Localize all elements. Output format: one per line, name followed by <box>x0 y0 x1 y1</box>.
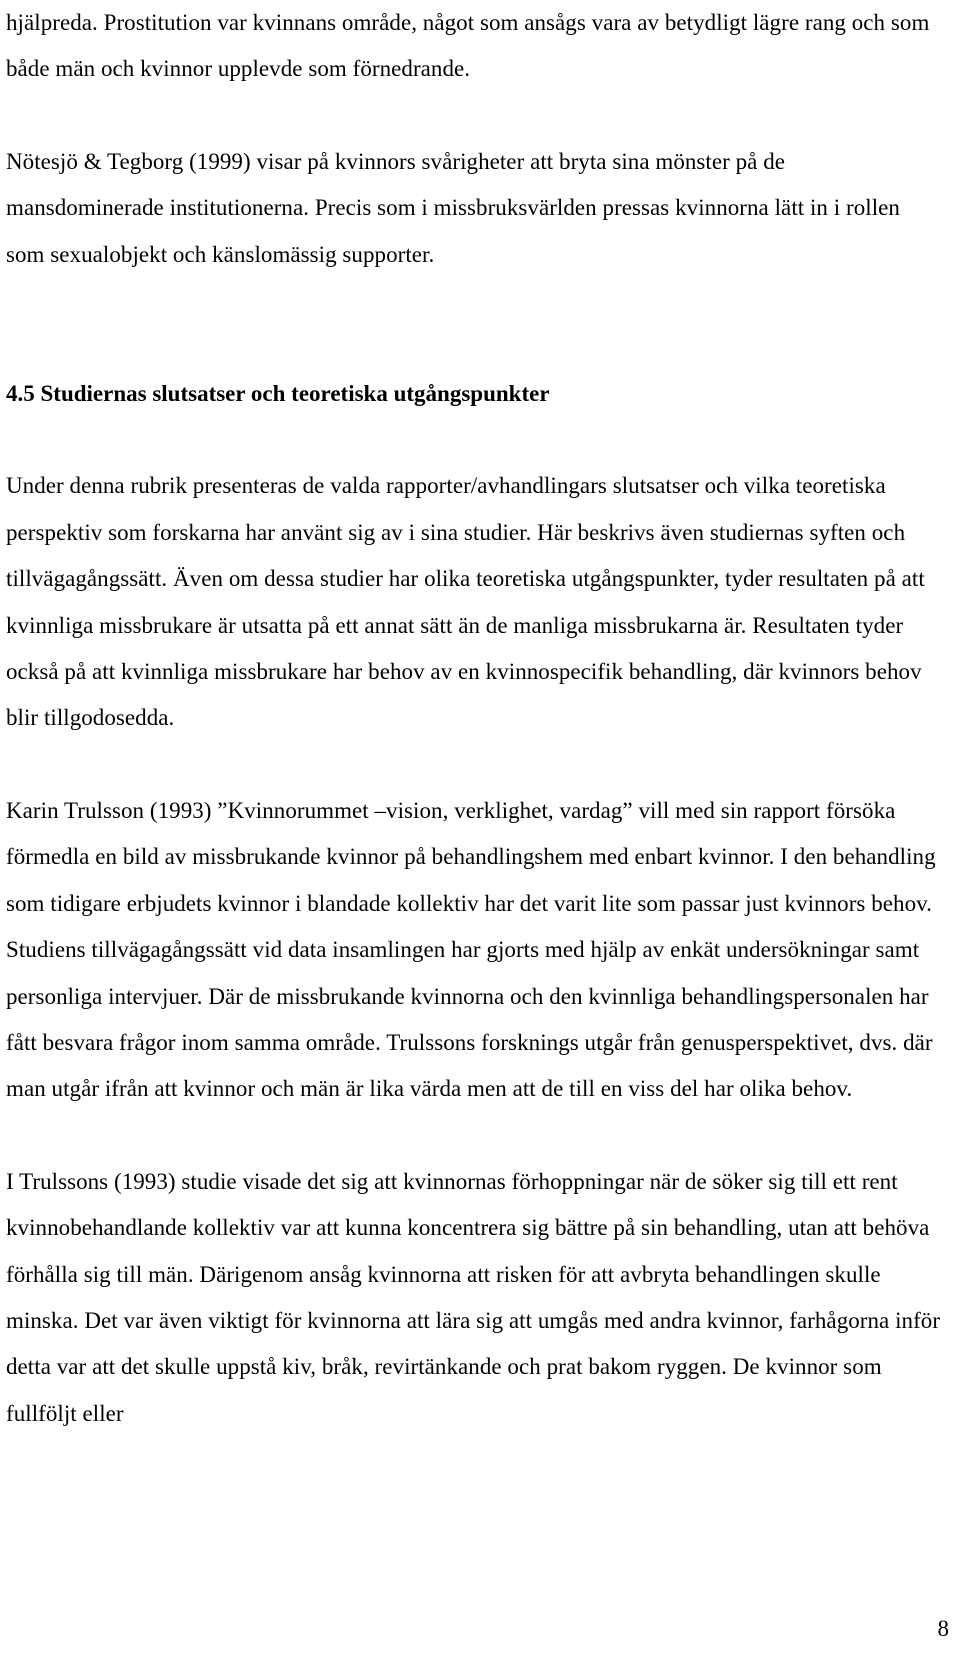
paragraph-trulsson-studie: I Trulssons (1993) studie visade det sig att kvinnornas förhoppningar när de söker sig till ett rent kvinnobehandlande kollektiv var att kunna koncentrera sig bättre på sin behandling, utan att behöva förhålla sig till män. Därigenom ansåg kvinnorna att risken för att avbryta behandlingen skulle minska. Det var även viktigt för kvinnorna att lära sig att umgås med andra kvinnor, farhågorna inför detta var att det skulle uppstå kiv, bråk, revirtänkande och prat bakom ryggen. De kvinnor som fullföljt eller <box>6 1168 941 1426</box>
paragraph-prostitution: hjälpreda. Prostitution var kvinnans område, något som ansågs vara av betydligt lägre rang och som både män och kvinnor upplevde som förnedrande. <box>6 10 930 82</box>
page-number: 8 <box>937 1616 949 1641</box>
paragraph-spacer <box>6 1113 944 1159</box>
paragraph-section-intro: Under denna rubrik presenteras de valda rapporter/avhandlingars slutsatser och vilka teoretiska perspektiv som forskarna har använt sig av i sina studier. Här beskrivs även studiernas syften och tillvägagångssätt. Även om dessa studier har olika teoretiska utgångspunkter, tyder resultaten på att kvinnliga missbrukare är utsatta på ett annat sätt än de manliga missbrukarna är. Resultaten tyder också på att kvinnliga missbrukare har behov av en kvinnospecifik behandling, där kvinnors behov blir tillgodosedda. <box>6 473 925 731</box>
document-page <box>6 0 944 1437</box>
paragraph-spacer <box>6 93 944 139</box>
paragraph-trulsson-kvinnorummet: Karin Trulsson (1993) ”Kvinnorummet –vision, verklighet, vardag” vill med sin rapport försöka förmedla en bild av missbrukande kvinnor på behandlingshem med enbart kvinnor. I den behandling som tidigare erbjudets kvinnor i blandade kollektiv har det varit lite som passar just kvinnors behov. Studiens tillvägagångssätt vid data insamlingen har gjorts med hjälp av enkät undersökningar samt personliga intervjuer. Där de missbrukande kvinnorna och den kvinnliga behandlingspersonalen har fått besvara frågor inom samma område. Trulssons forsknings utgår från genusperspektivet, dvs. där man utgår ifrån att kvinnor och män är lika värda men att de till en viss del har olika behov. <box>6 797 936 1102</box>
section-heading: 4.5 Studiernas slutsatser och teoretiska utgångspunkter <box>6 381 550 407</box>
paragraph-spacer <box>6 742 944 788</box>
paragraph-spacer <box>6 417 944 463</box>
section-spacer <box>6 278 944 371</box>
paragraph-notesjo-tegborg: Nötesjö & Tegborg (1999) visar på kvinnors svårigheter att bryta sina mönster på de mansdominerade institutionerna. Precis som i missbruksvärlden pressas kvinnorna lätt in i rollen som sexualobjekt och känslomässig supporter. <box>6 148 900 267</box>
